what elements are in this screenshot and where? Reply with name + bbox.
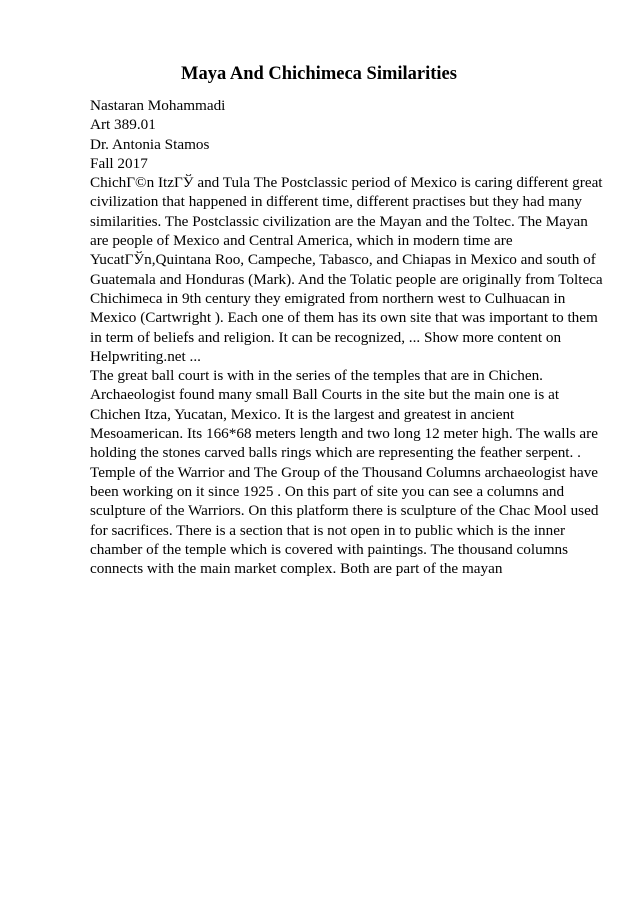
text-line: similarities. The Postclassic civilization are the Mayan and the Toltec. The Mayan [90,212,588,230]
text-line: in term of beliefs and religion. It can be recognized, ... Show more content on [90,328,562,346]
page-title: Maya And Chichimeca Similarities [181,64,457,84]
text-line: Archaeologist found many small Ball Courts in the site but the main one is at [90,386,560,404]
text-line: Chichen Itza, Yucatan, Mexico. It is the largest and greatest in ancient [90,405,515,423]
text-line: ChichГ©n ItzГЎ and Tula The Postclassic period of Mexico is caring different great [90,174,603,192]
term-line: Fall 2017 [90,154,148,172]
document-body [90,96,603,578]
text-line: connects with the main market complex. Both are part of the mayan [90,560,503,578]
text-line: Mexico (Cartwright ). Each one of them has its own site that was important to them [90,309,598,327]
text-line: Temple of the Warrior and The Group of the Thousand Columns archaeologist have [90,463,599,481]
text-line: YucatГЎn,Quintana Roo, Campeche, Tabasco, and Chiapas in Mexico and south of [90,251,596,269]
author-line: Nastaran Mohammadi [90,97,226,114]
text-line: are people of Mexico and Central America, which in modern time are [90,232,513,250]
text-line: The great ball court is with in the series of the temples that are in Chichen. [90,367,543,385]
text-line: sculpture of the Warriors. On this platform there is sculpture of the Chac Mool used [90,502,599,520]
instructor-line: Dr. Antonia Stamos [90,135,210,153]
text-line: Guatemala and Honduras (Mark). And the Tolatic people are originally from Tolteca [90,270,603,288]
course-line: Art 389.01 [90,116,156,134]
text-line: been working on it since 1925 . On this part of site you can see a columns and [90,482,565,500]
text-line: for sacrifices. There is a section that is not open in to public which is the inner [90,521,566,539]
text-line: civilization that happened in different time, different practises but they had many [90,193,583,211]
text-line: Mesoamerican. Its 166*68 meters length and two long 12 meter high. The walls are [90,425,598,443]
text-line: Chichimeca in 9th century they emigrated from northern west to Culhuacan in [90,289,566,307]
text-line: Helpwriting.net ... [90,347,201,365]
text-line: chamber of the temple which is covered with paintings. The thousand columns [90,540,569,558]
text-line: holding the stones carved balls rings which are representing the feather serpent. . [90,444,581,462]
